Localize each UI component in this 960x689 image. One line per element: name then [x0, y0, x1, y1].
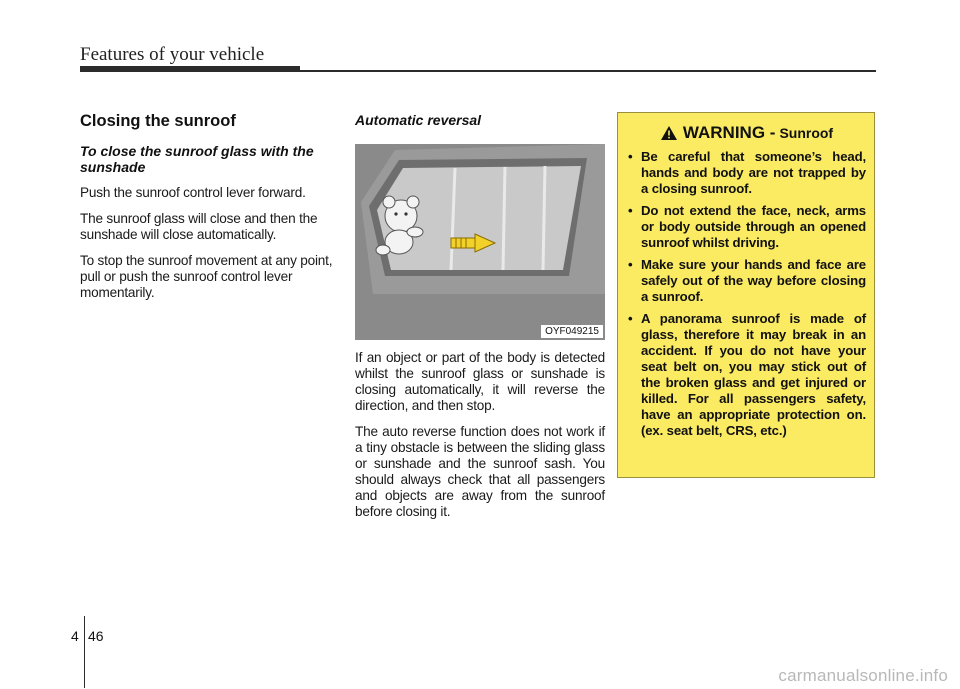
page-header-title: Features of your vehicle — [80, 44, 265, 65]
sunroof-illustration — [355, 144, 605, 340]
header-rule-thin — [300, 70, 876, 72]
warning-item: • Do not extend the face, neck, arms or body outside through an opened sunroof whilst driving. — [628, 203, 866, 251]
figure-code: OYF049215 — [541, 325, 603, 338]
reversal-heading: Automatic reversal — [355, 112, 482, 128]
warning-list — [628, 149, 866, 439]
warning-label: WARNING - — [682, 123, 776, 142]
reversal-paragraph: The auto reverse function does not work if a tiny obstacle is between the sliding glass or sunshade and the sunroof sash. You should always check that all passengers and objects are away from the sunroof before closing it. — [355, 424, 605, 519]
header-rule-thick — [80, 66, 300, 72]
warning-box — [617, 112, 875, 478]
warning-topic: Sunroof — [779, 125, 834, 141]
reversal-paragraph: If an object or part of the body is detected whilst the sunroof glass or sunshade is closing automatically, it will reverse the direction, and then stop. — [355, 350, 605, 413]
watermark: carmanualsonline.info — [778, 666, 948, 685]
closing-paragraph: The sunroof glass will close and then the sunshade will close automatically. — [80, 211, 318, 242]
footer-divider — [84, 616, 85, 688]
warning-item: • Be careful that someone’s head, hands and body are not trapped by a closing sunroof. — [628, 149, 866, 197]
closing-paragraph: Push the sunroof control lever forward. — [80, 185, 306, 200]
warning-item: • A panorama sunroof is made of glass, therefore it may break in an accident. If you do not have your seat belt on, you may stick out of the broken glass and get injured or killed. For all passengers safety, have an appropriate protection on. (ex. seat belt, CRS, etc.) — [628, 311, 866, 439]
warning-triangle-icon — [661, 126, 677, 140]
warning-title — [628, 123, 866, 143]
page-number: 46 — [88, 628, 104, 644]
column-reversal — [355, 112, 605, 530]
chapter-number: 4 — [71, 628, 79, 644]
closing-paragraph: To stop the sunroof movement at any point, pull or push the sunroof control lever momentarily. — [80, 253, 333, 300]
closing-heading: Closing the sunroof — [80, 112, 236, 130]
column-closing — [80, 112, 334, 311]
sunroof-drawing — [355, 144, 605, 340]
closing-subheading: To close the sunroof glass with the sunshade — [80, 143, 314, 175]
warning-item: • Make sure your hands and face are safely out of the way before closing a sunroof. — [628, 257, 866, 305]
